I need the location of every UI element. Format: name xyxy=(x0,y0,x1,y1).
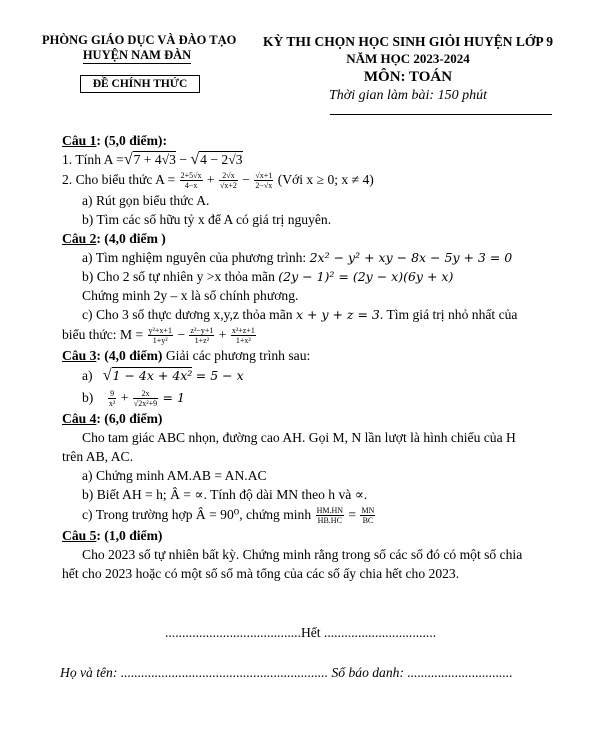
q2-part-a: a) Tìm nghiệm nguyên của phương trình: 2x² − y² + xy − 8x − 5y + 3 = 0 xyxy=(82,250,513,265)
candidate-info-line: Họ và tên: ............................................................. Số báo danh: ............................... xyxy=(60,665,513,680)
end-marker: ........................................Hết ................................. xyxy=(165,625,437,640)
frac-b1: $\frac{9}{\text{x²}}$ xyxy=(108,389,116,409)
q4-intro-1: Cho tam giác ABC nhọn, đường cao AH. Gọi M, N lần lượt là hình chiếu của H xyxy=(82,430,516,445)
q1-item1: 1. Tính A =√7 + 4√3 − √4 − 2√3 xyxy=(62,151,243,168)
header-divider xyxy=(330,114,552,115)
subject: MÔN: TOÁN xyxy=(363,69,453,85)
department-name: PHÒNG GIÁO DỤC VÀ ĐÀO TẠO xyxy=(42,33,237,47)
frac-2: $\frac{2√x}{√x+2}$ xyxy=(220,171,237,191)
q5-line-2: hết cho 2023 hoặc có một số số mà tổng của các số ấy chia hết cho 2023. xyxy=(62,566,460,581)
exam-body xyxy=(62,131,562,583)
q4-part-b: b) Biết AH = h; Â = ∝. Tính độ dài MN theo h và ∝. xyxy=(82,487,368,502)
q1-item2: 2. Cho biểu thức A = $\frac{2+5√x}{4-x}$ + $\frac{2√x}{√x+2}$ − $\frac{√x+1}{2-√x}$ (Với x ≥ 0; x ≠ 4) xyxy=(62,171,374,191)
q1-part-a: a) Rút gọn biểu thức A. xyxy=(82,193,210,208)
q2-part-b: b) Cho 2 số tự nhiên y >x thỏa mãn (2y − 1)² = (2y − x)(6y + x) xyxy=(82,269,454,284)
frac-m1: $\frac{\text{y²+x+1}}{\text{1+y²}}$ xyxy=(148,326,172,346)
official-badge: ĐỀ CHÍNH THỨC xyxy=(80,75,200,93)
q1-part-b: b) Tìm các số hữu tỷ x để A có giá trị nguyên. xyxy=(82,212,332,227)
q1-heading: Câu 1: (5,0 điểm): xyxy=(62,133,167,148)
frac-m2: $\frac{\text{z²−y+1}}{\text{1+z²}}$ xyxy=(190,326,214,346)
q5-heading: Câu 5: (1,0 điểm) xyxy=(62,528,163,543)
exam-title: KỲ THI CHỌN HỌC SINH GIỎI HUYỆN LỚP 9 xyxy=(262,34,554,49)
q2-heading: Câu 2: (4,0 điểm ) xyxy=(62,231,166,246)
q2-expression-m: biểu thức: M = $\frac{\text{y²+x+1}}{\text{1+y²}}$ − $\frac{\text{z²−y+1}}{\text{1+z²}}$ + $\frac{\text{x²+z+1}}{\text{1+x²}}$ xyxy=(62,326,255,346)
frac-c1: $\frac{HM.HN}{HB.HC}$ xyxy=(316,506,344,526)
q3-heading: Câu 3: (4,0 điểm) Giải các phương trình sau: xyxy=(62,348,311,363)
exam-header xyxy=(258,33,558,105)
q2-part-c: c) Cho 3 số thực dương x,y,z thỏa mãn x + y + z = 3. Tìm giá trị nhỏ nhất của xyxy=(82,307,518,322)
frac-b2: $\frac{2x}{\text{√2x²+9}}$ xyxy=(133,389,158,409)
q4-intro-2: trên AB, AC. xyxy=(62,449,133,464)
q4-heading: Câu 4: (6,0 điểm) xyxy=(62,411,163,426)
frac-m3: $\frac{\text{x²+z+1}}{\text{1+x²}}$ xyxy=(231,326,255,346)
time-limit: Thời gian làm bài: 150 phút xyxy=(329,88,487,103)
district-name: HUYỆN NAM ĐÀN xyxy=(82,48,192,62)
q3-part-a: a) √1 − 4x + 4x² = 5 − x xyxy=(82,367,244,384)
q2-part-b2: Chứng minh 2y – x là số chính phương. xyxy=(82,288,299,303)
frac-1: $\frac{2+5√x}{4-x}$ xyxy=(180,171,202,191)
frac-3: $\frac{√x+1}{2-√x}$ xyxy=(255,171,273,191)
q5-line-1: Cho 2023 số tự nhiên bất kỳ. Chứng minh rằng trong số các số đó có một số chia xyxy=(82,547,523,562)
q4-part-c: c) Trong trường hợp Â = 90⁰, chứng minh $\frac{HM.HN}{HB.HC}$ = $\frac{MN}{BC}$ xyxy=(82,506,375,526)
q4-part-a: a) Chứng minh AM.AB = AN.AC xyxy=(82,468,267,483)
school-year: NĂM HỌC 2023-2024 xyxy=(346,51,470,66)
department-header xyxy=(42,33,237,64)
frac-c2: $\frac{MN}{BC}$ xyxy=(361,506,375,526)
q3-part-b: b) $\frac{9}{\text{x²}}$ + $\frac{2x}{\text{√2x²+9}}$ = 1 xyxy=(82,389,185,409)
